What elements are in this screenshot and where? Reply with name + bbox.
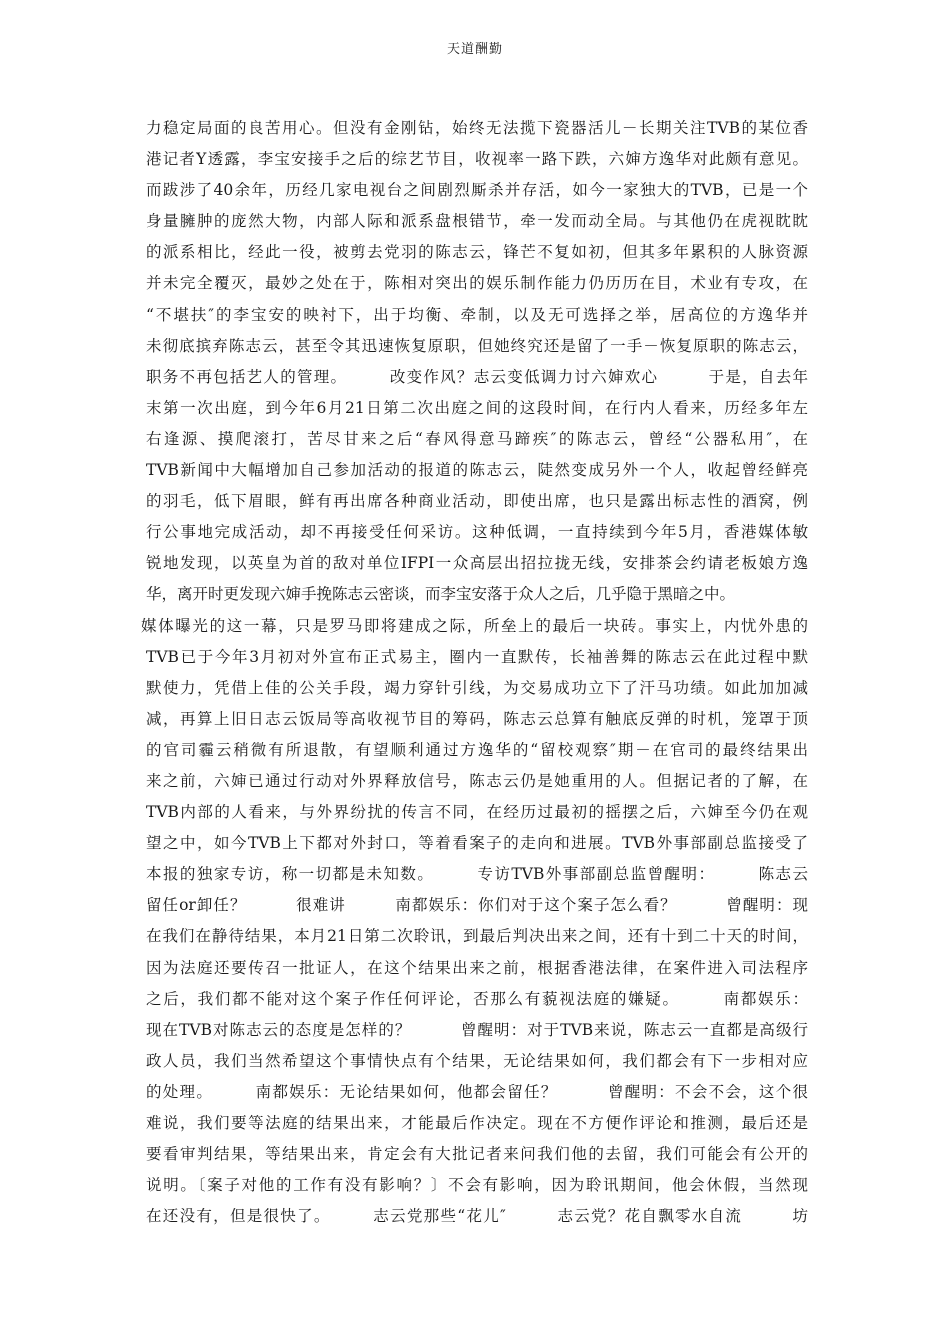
text-line: 末第一次出庭，到今年6月21日第二次出庭之间的这段时间，在行内人看来，历经多年左 (146, 398, 808, 417)
text-line: 的官司霾云稍微有所退散，有望顺利通过方逸华的“留校观察″期－在官司的最终结果出 (146, 740, 808, 759)
text-line: 右逢源、摸爬滚打，苦尽甘来之后“春风得意马蹄疾″的陈志云，曾经“公器私用″，在 (146, 429, 808, 448)
text-line: 说明。〔案子对他的工作有没有影响？〕不会有影响，因为聆讯期间，他会休假，当然现 (146, 1176, 808, 1195)
article-body (141, 113, 808, 1232)
text-line: TVB内部的人看来，与外界纷扰的传言不同，在经历过最初的摇摆之后，六婶至今仍在观 (146, 803, 808, 822)
text-line: 而跋涉了40余年，历经几家电视台之间剧烈厮杀并存活，如今一家独大的TVB，已是一个 (146, 181, 808, 200)
text-line: 行公事地完成活动，却不再接受任何采访。这种低调，一直持续到今年5月，香港媒体敏 (146, 523, 808, 542)
text-line: 身量臃肿的庞然大物，内部人际和派系盘根错节，牵一发而动全局。与其他仍在虎视眈眈 (146, 212, 808, 231)
text-line: 来之前，六婶已通过行动对外界释放信号，陈志云仍是她重用的人。但据记者的了解，在 (146, 771, 808, 790)
text-line: 之后，我们都不能对这个案子作任何评论，否那么有藐视法庭的嫌疑。 南都娱乐： (146, 989, 808, 1008)
page-header: 天道酬勤 (446, 42, 503, 57)
text-line: 力稳定局面的良苦用心。但没有金刚钻，始终无法揽下瓷器活儿－长期关注TVB的某位香 (146, 119, 808, 137)
text-line: 锐地发现，以英皇为首的敌对单位IFPI一众高层出招拉拢无线，安排茶会约请老板娘方逸 (146, 554, 808, 573)
text-line: 减，再算上旧日志云饭局等高收视节目的筹码，陈志云总算有触底反弹的时机，笼罩于顶 (146, 709, 808, 728)
text-line: 媒体曝光的这一幕，只是罗马即将建成之际，所垒上的最后一块砖。事实上，内忧外患的 (141, 616, 808, 635)
text-line: 在我们在静待结果，本月21日第二次聆讯，到最后判决出来之间，还有十到二十天的时间， (146, 927, 808, 946)
text-line: 默使力，凭借上佳的公关手段，竭力穿针引线，为交易成功立下了汗马功绩。如此加加减 (146, 678, 808, 697)
text-line: 要看审判结果，等结果出来，肯定会有大批记者来问我们他的去留，我们可能会有公开的 (146, 1145, 808, 1164)
text-line: 望之中，如今TVB上下都对外封口，等着看案子的走向和进展。TVB外事部副总监接受了 (146, 834, 808, 853)
text-line: “不堪扶″的李宝安的映衬下，出于均衡、牵制，以及无可选择之举，居高位的方逸华并 (146, 305, 808, 324)
text-line: 并未完全覆灭，最妙之处在于，陈相对突出的娱乐制作能力仍历历在目，术业有专攻，在 (146, 274, 808, 293)
text-line: 难说，我们要等法庭的结果出来，才能最后作决定。现在不方便作评论和推测，最后还是 (146, 1114, 808, 1132)
text-line: TVB新闻中大幅增加自己参加活动的报道的陈志云，陡然变成另外一个人，收起曾经鲜亮 (146, 461, 808, 480)
text-line: 政人员，我们当然希望这个事情快点有个结果，无论结果如何，我们都会有下一步相对应 (146, 1051, 808, 1070)
text-line: 职务不再包括艺人的管理。 改变作风？志云变低调力讨六婶欢心 于是，自去年 (146, 367, 808, 386)
text-line: 现在TVB对陈志云的态度是怎样的？ 曾醒明：对于TVB来说，陈志云一直都是高级行 (146, 1020, 808, 1039)
text-line: 华，离开时更发现六婶手挽陈志云密谈，而李宝安落于众人之后，几乎隐于黑暗之中。 (146, 585, 736, 604)
text-line: 因为法庭还要传召一批证人，在这个结果出来之前，根据香港法律，在案件进入司法程序 (146, 958, 808, 977)
text-line: 的派系相比，经此一役，被剪去党羽的陈志云，锋芒不复如初，但其多年累积的人脉资源 (146, 243, 808, 262)
text-line: 的处理。 南都娱乐：无论结果如何，他都会留任？ 曾醒明：不会不会，这个很 (146, 1082, 808, 1101)
text-line: 未彻底摈弃陈志云，甚至令其迅速恢复原职，但她终究还是留了一手－恢复原职的陈志云， (146, 336, 808, 355)
text-line: TVB已于今年3月初对外宣布正式易主，圈内一直默传，长袖善舞的陈志云在此过程中默 (146, 647, 808, 666)
text-line: 的羽毛，低下眉眼，鲜有再出席各种商业活动，即使出席，也只是露出标志性的酒窝，例 (146, 492, 808, 511)
text-line: 留任or卸任？ 很难讲 南都娱乐：你们对于这个案子怎么看？ 曾醒明：现 (146, 896, 808, 915)
text-line: 港记者Y透露，李宝安接手之后的综艺节目，收视率一路下跌，六婶方逸华对此颇有意见。 (146, 150, 808, 169)
text-line: 在还没有，但是很快了。 志云党那些“花儿″ 志云党？花自飘零水自流 坊 (146, 1207, 808, 1226)
text-line: 本报的独家专访，称一切都是未知数。 专访TVB外事部副总监曾醒明： 陈志云 (146, 865, 808, 884)
